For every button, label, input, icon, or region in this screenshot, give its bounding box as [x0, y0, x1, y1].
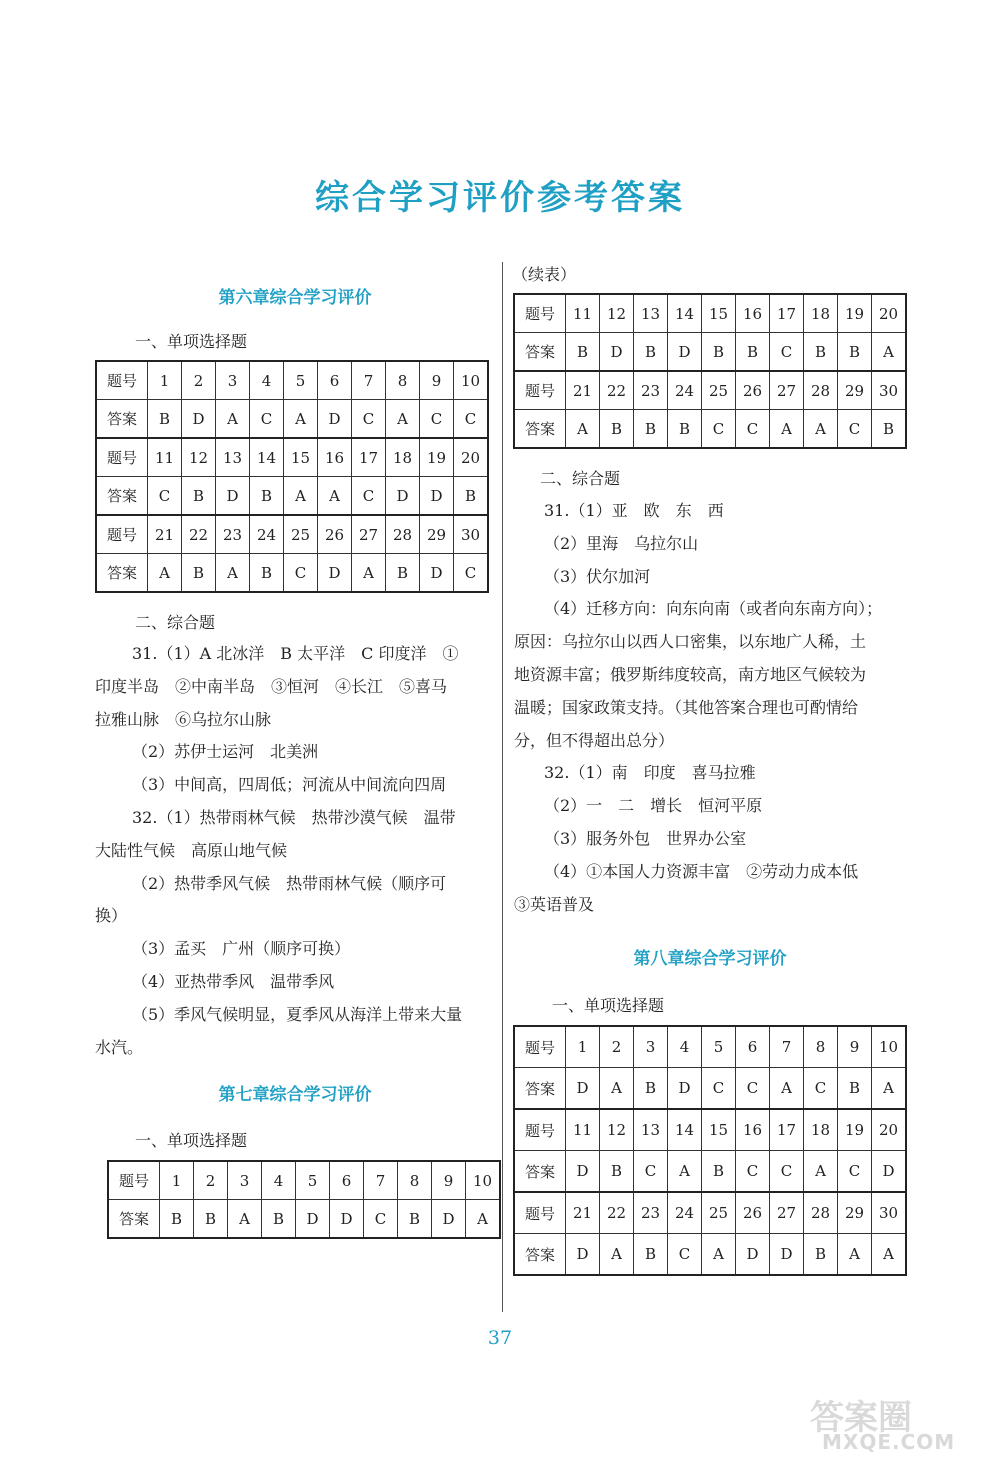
answer-line: 拉雅山脉 ⑥乌拉尔山脉 [95, 709, 272, 729]
table-cell: B [634, 333, 668, 372]
answer-line: 水汽。 [95, 1037, 144, 1057]
answer-line: （3）伏尔加河 [544, 566, 651, 586]
answer-line: 31.（1）亚 欧 东 西 [544, 501, 724, 520]
ch7-answer-table [107, 1160, 501, 1239]
table-cell: A [318, 477, 352, 516]
table-cell: 11 [566, 294, 600, 333]
table-cell: 14 [668, 1109, 702, 1151]
table-cell: A [466, 1200, 501, 1239]
table-cell: 10 [454, 361, 489, 400]
table-cell: 4 [250, 361, 284, 400]
table-cell: 18 [386, 438, 420, 477]
table-cell: A [600, 1234, 634, 1276]
table-cell: 10 [872, 1026, 907, 1068]
table-row [96, 400, 488, 439]
table-cell: D [318, 554, 352, 593]
row-header-cell: 答案 [96, 400, 148, 439]
table-cell: D [420, 477, 454, 516]
table-cell: D [330, 1200, 364, 1239]
watermark-url: MXQE.COM [822, 1430, 956, 1454]
answer-line: （5）季风气候明显，夏季风从海洋上带来大量 [132, 1004, 463, 1024]
table-cell: B [804, 333, 838, 372]
table-cell: B [566, 333, 600, 372]
table-cell: 6 [330, 1161, 364, 1200]
ch7-section-choice: 一、单项选择题 [135, 1131, 248, 1150]
table-cell: A [148, 554, 182, 593]
table-cell: C [284, 554, 318, 593]
table-cell: 22 [182, 515, 216, 554]
answer-line: 原因：乌拉尔山以西人口密集，以东地广人稀，土 [514, 632, 867, 652]
table-cell: B [398, 1200, 432, 1239]
table-cell: 6 [318, 361, 352, 400]
table-cell: B [160, 1200, 194, 1239]
table-row [96, 515, 488, 554]
table-cell: D [566, 1234, 600, 1276]
table-cell: 28 [804, 371, 838, 410]
table-cell: C [634, 1151, 668, 1193]
table-cell: 5 [284, 361, 318, 400]
table-row [514, 1234, 906, 1276]
table-cell: D [600, 333, 634, 372]
table-cell: 17 [770, 1109, 804, 1151]
table-cell: 19 [838, 294, 872, 333]
table-cell: A [386, 400, 420, 439]
table-cell: 16 [736, 1109, 770, 1151]
table-cell: 21 [148, 515, 182, 554]
table-cell: 21 [566, 1192, 600, 1234]
table-row [96, 554, 488, 593]
table-cell: 6 [736, 1026, 770, 1068]
table-cell: 29 [838, 371, 872, 410]
table-cell: D [420, 554, 454, 593]
table-cell: C [454, 400, 489, 439]
answer-line: （4）亚热带季风 温带季风 [132, 972, 335, 991]
table-cell: 16 [736, 294, 770, 333]
answer-line: （2）热带季风气候 热带雨林气候（顺序可 [132, 873, 447, 893]
row-header-cell: 题号 [96, 438, 148, 477]
table-cell: D [182, 400, 216, 439]
table-cell: 25 [702, 1192, 736, 1234]
watermark-logo [810, 1390, 990, 1455]
answer-line: （4）迁移方向：向东向南（或者向东南方向）； [544, 599, 883, 619]
table-cell: B [194, 1200, 228, 1239]
row-header-cell: 题号 [514, 1192, 566, 1234]
table-cell: C [352, 477, 386, 516]
table-cell: C [702, 1068, 736, 1110]
table-cell: 19 [420, 438, 454, 477]
table-cell: D [668, 333, 702, 372]
table-cell: C [668, 1234, 702, 1276]
table-cell: 22 [600, 371, 634, 410]
table-cell: 18 [804, 294, 838, 333]
row-header-cell: 题号 [514, 371, 566, 410]
table-cell: 24 [668, 371, 702, 410]
table-cell: A [668, 1151, 702, 1193]
table-cell: 15 [284, 438, 318, 477]
table-cell: 7 [352, 361, 386, 400]
table-cell: 16 [318, 438, 352, 477]
row-header-cell: 答案 [514, 1151, 566, 1193]
answer-line: 32.（1）热带雨林气候 热带沙漠气候 温带 [132, 808, 456, 827]
table-cell: C [736, 410, 770, 449]
table-cell: D [566, 1068, 600, 1110]
table-cell: D [566, 1151, 600, 1193]
table-cell: 25 [284, 515, 318, 554]
table-cell: 25 [702, 371, 736, 410]
table-cell: 26 [736, 1192, 770, 1234]
table-cell: D [296, 1200, 330, 1239]
row-header-cell: 题号 [514, 294, 566, 333]
table-cell: D [668, 1068, 702, 1110]
table-row [514, 1192, 906, 1234]
table-row [514, 371, 906, 410]
table-cell: B [454, 477, 489, 516]
table-cell: 4 [262, 1161, 296, 1200]
table-cell: D [736, 1234, 770, 1276]
table-cell: 5 [702, 1026, 736, 1068]
table-row [514, 1026, 906, 1068]
table-cell: B [736, 333, 770, 372]
table-cell: D [386, 477, 420, 516]
table-cell: 18 [804, 1109, 838, 1151]
table-cell: 2 [600, 1026, 634, 1068]
table-cell: 11 [566, 1109, 600, 1151]
ch7-continued-table [513, 293, 907, 449]
table-cell: A [228, 1200, 262, 1239]
chapter-8-title: 第八章综合学习评价 [633, 949, 787, 969]
table-cell: B [250, 554, 284, 593]
table-cell: B [182, 554, 216, 593]
table-cell: A [566, 410, 600, 449]
answer-line: （2）一 二 增长 恒河平原 [544, 796, 763, 816]
table-cell: 27 [770, 1192, 804, 1234]
table-cell: 9 [838, 1026, 872, 1068]
table-cell: A [804, 410, 838, 449]
table-cell: 12 [600, 1109, 634, 1151]
table-cell: 20 [454, 438, 489, 477]
table-cell: 15 [702, 294, 736, 333]
table-cell: B [838, 1068, 872, 1110]
table-cell: 11 [148, 438, 182, 477]
table-cell: 19 [838, 1109, 872, 1151]
table-cell: 5 [296, 1161, 330, 1200]
table-cell: B [262, 1200, 296, 1239]
table-cell: C [454, 554, 489, 593]
answer-line: 31.（1）A 北冰洋 B 太平洋 C 印度洋 ① [132, 644, 459, 663]
table-row [96, 477, 488, 516]
table-cell: D [216, 477, 250, 516]
table-cell: 9 [420, 361, 454, 400]
watermark-text: 答案圈 [810, 1398, 912, 1438]
table-cell: 3 [228, 1161, 262, 1200]
table-cell: 17 [352, 438, 386, 477]
table-cell: 13 [634, 294, 668, 333]
table-cell: 8 [398, 1161, 432, 1200]
table-cell: C [804, 1068, 838, 1110]
row-header-cell: 答案 [514, 333, 566, 372]
table-row [108, 1161, 500, 1200]
row-header-cell: 题号 [108, 1161, 160, 1200]
table-cell: C [420, 400, 454, 439]
table-cell: 1 [566, 1026, 600, 1068]
row-header-cell: 答案 [514, 1234, 566, 1276]
table-cell: 1 [148, 361, 182, 400]
table-cell: D [318, 400, 352, 439]
answer-line: （3）中间高，四周低；河流从中间流向四周 [132, 775, 447, 795]
table-cell: 13 [216, 438, 250, 477]
table-cell: B [668, 410, 702, 449]
table-cell: 4 [668, 1026, 702, 1068]
answer-line: ③英语普及 [514, 894, 595, 914]
table-row [514, 333, 906, 372]
table-cell: 24 [668, 1192, 702, 1234]
table-cell: C [352, 400, 386, 439]
answer-line: （4）①本国人力资源丰富 ②劳动力成本低 [544, 861, 859, 881]
answer-line: （3）服务外包 世界办公室 [544, 829, 747, 848]
table-cell: B [634, 1068, 668, 1110]
table-cell: 26 [318, 515, 352, 554]
table-cell: 3 [634, 1026, 668, 1068]
row-header-cell: 答案 [514, 410, 566, 449]
answer-line: 换） [95, 906, 128, 926]
table-cell: D [432, 1200, 466, 1239]
table-cell: 12 [182, 438, 216, 477]
table-cell: 30 [872, 371, 907, 410]
row-header-cell: 答案 [96, 554, 148, 593]
table-cell: 26 [736, 371, 770, 410]
table-cell: B [182, 477, 216, 516]
table-cell: 27 [352, 515, 386, 554]
table-cell: D [770, 1234, 804, 1276]
row-header-cell: 答案 [96, 477, 148, 516]
answer-line: （3）孟买 广州（顺序可换） [132, 939, 351, 959]
table-row [514, 1109, 906, 1151]
table-cell: 29 [420, 515, 454, 554]
ch7-section-comprehensive: 二、综合题 [540, 469, 621, 488]
table-cell: B [634, 410, 668, 449]
table-row [514, 294, 906, 333]
table-cell: C [838, 1151, 872, 1193]
table-row [96, 361, 488, 400]
ch6-section-choice: 一、单项选择题 [135, 332, 248, 351]
table-cell: 29 [838, 1192, 872, 1234]
ch7-continued-label: （续表） [512, 265, 577, 284]
ch6-section-comprehensive: 二、综合题 [135, 613, 216, 632]
table-cell: 10 [466, 1161, 501, 1200]
answer-line: （2）苏伊士运河 北美洲 [132, 742, 319, 762]
table-cell: 28 [804, 1192, 838, 1234]
table-cell: A [216, 554, 250, 593]
table-cell: 27 [770, 371, 804, 410]
table-cell: B [702, 1151, 736, 1193]
ch8-answer-table [513, 1025, 907, 1276]
table-cell: 28 [386, 515, 420, 554]
table-cell: 23 [634, 1192, 668, 1234]
table-cell: B [702, 333, 736, 372]
answer-line: 地资源丰富；俄罗斯纬度较高，南方地区气候较为 [514, 665, 867, 684]
table-cell: 23 [634, 371, 668, 410]
table-cell: 21 [566, 371, 600, 410]
table-cell: C [364, 1200, 398, 1239]
table-cell: B [250, 477, 284, 516]
table-cell: B [148, 400, 182, 439]
table-cell: 20 [872, 1109, 907, 1151]
table-cell: D [872, 1151, 907, 1193]
table-cell: B [872, 410, 907, 449]
table-cell: A [352, 554, 386, 593]
table-cell: 7 [364, 1161, 398, 1200]
table-cell: B [600, 410, 634, 449]
table-cell: A [838, 1234, 872, 1276]
column-divider [502, 262, 503, 1312]
table-cell: 14 [250, 438, 284, 477]
row-header-cell: 答案 [108, 1200, 160, 1239]
table-cell: 1 [160, 1161, 194, 1200]
table-cell: 12 [600, 294, 634, 333]
chapter-6-title: 第六章综合学习评价 [218, 288, 372, 308]
table-row [514, 1151, 906, 1193]
ch8-section-choice: 一、单项选择题 [552, 996, 665, 1015]
answer-line: 印度半岛 ②中南半岛 ③恒河 ④长江 ⑤喜马 [95, 676, 448, 696]
table-cell: A [284, 477, 318, 516]
answer-line: 32.（1）南 印度 喜马拉雅 [544, 763, 756, 783]
table-cell: 13 [634, 1109, 668, 1151]
table-cell: C [148, 477, 182, 516]
page-number: 37 [487, 1327, 513, 1349]
table-cell: 30 [454, 515, 489, 554]
table-cell: 24 [250, 515, 284, 554]
row-header-cell: 题号 [96, 361, 148, 400]
table-cell: A [702, 1234, 736, 1276]
ch6-answer-table [95, 360, 489, 593]
row-header-cell: 题号 [514, 1026, 566, 1068]
table-cell: 20 [872, 294, 907, 333]
table-cell: A [770, 410, 804, 449]
row-header-cell: 题号 [96, 515, 148, 554]
table-cell: C [736, 1068, 770, 1110]
table-cell: A [284, 400, 318, 439]
table-cell: 17 [770, 294, 804, 333]
table-cell: 9 [432, 1161, 466, 1200]
table-cell: B [600, 1151, 634, 1193]
table-cell: A [770, 1068, 804, 1110]
answer-line: 大陆性气候 高原山地气候 [95, 840, 288, 860]
table-cell: 3 [216, 361, 250, 400]
table-row [108, 1200, 500, 1239]
table-cell: A [216, 400, 250, 439]
table-cell: 14 [668, 294, 702, 333]
table-cell: 8 [804, 1026, 838, 1068]
table-cell: 15 [702, 1109, 736, 1151]
table-cell: 2 [194, 1161, 228, 1200]
table-cell: 8 [386, 361, 420, 400]
row-header-cell: 题号 [514, 1109, 566, 1151]
table-cell: B [386, 554, 420, 593]
table-cell: 23 [216, 515, 250, 554]
chapter-7-title: 第七章综合学习评价 [218, 1085, 372, 1105]
answer-line: （2）里海 乌拉尔山 [544, 533, 699, 553]
table-row [514, 410, 906, 449]
table-cell: A [872, 333, 907, 372]
table-cell: 2 [182, 361, 216, 400]
table-cell: B [634, 1234, 668, 1276]
answer-line: 温暖；国家政策支持。（其他答案合理也可酌情给 [514, 697, 859, 717]
table-row [96, 438, 488, 477]
table-cell: A [872, 1068, 907, 1110]
table-cell: B [838, 333, 872, 372]
table-cell: C [250, 400, 284, 439]
row-header-cell: 答案 [514, 1068, 566, 1110]
table-cell: C [702, 410, 736, 449]
answer-line: 分，但不得超出总分） [514, 730, 675, 750]
table-cell: 22 [600, 1192, 634, 1234]
table-cell: 30 [872, 1192, 907, 1234]
table-cell: C [736, 1151, 770, 1193]
table-cell: A [804, 1151, 838, 1193]
table-cell: C [838, 410, 872, 449]
table-cell: 7 [770, 1026, 804, 1068]
table-cell: C [770, 1151, 804, 1193]
table-cell: C [770, 333, 804, 372]
table-cell: A [600, 1068, 634, 1110]
page-title: 综合学习评价参考答案 [315, 178, 685, 218]
table-cell: A [872, 1234, 907, 1276]
table-row [514, 1068, 906, 1110]
table-cell: B [804, 1234, 838, 1276]
